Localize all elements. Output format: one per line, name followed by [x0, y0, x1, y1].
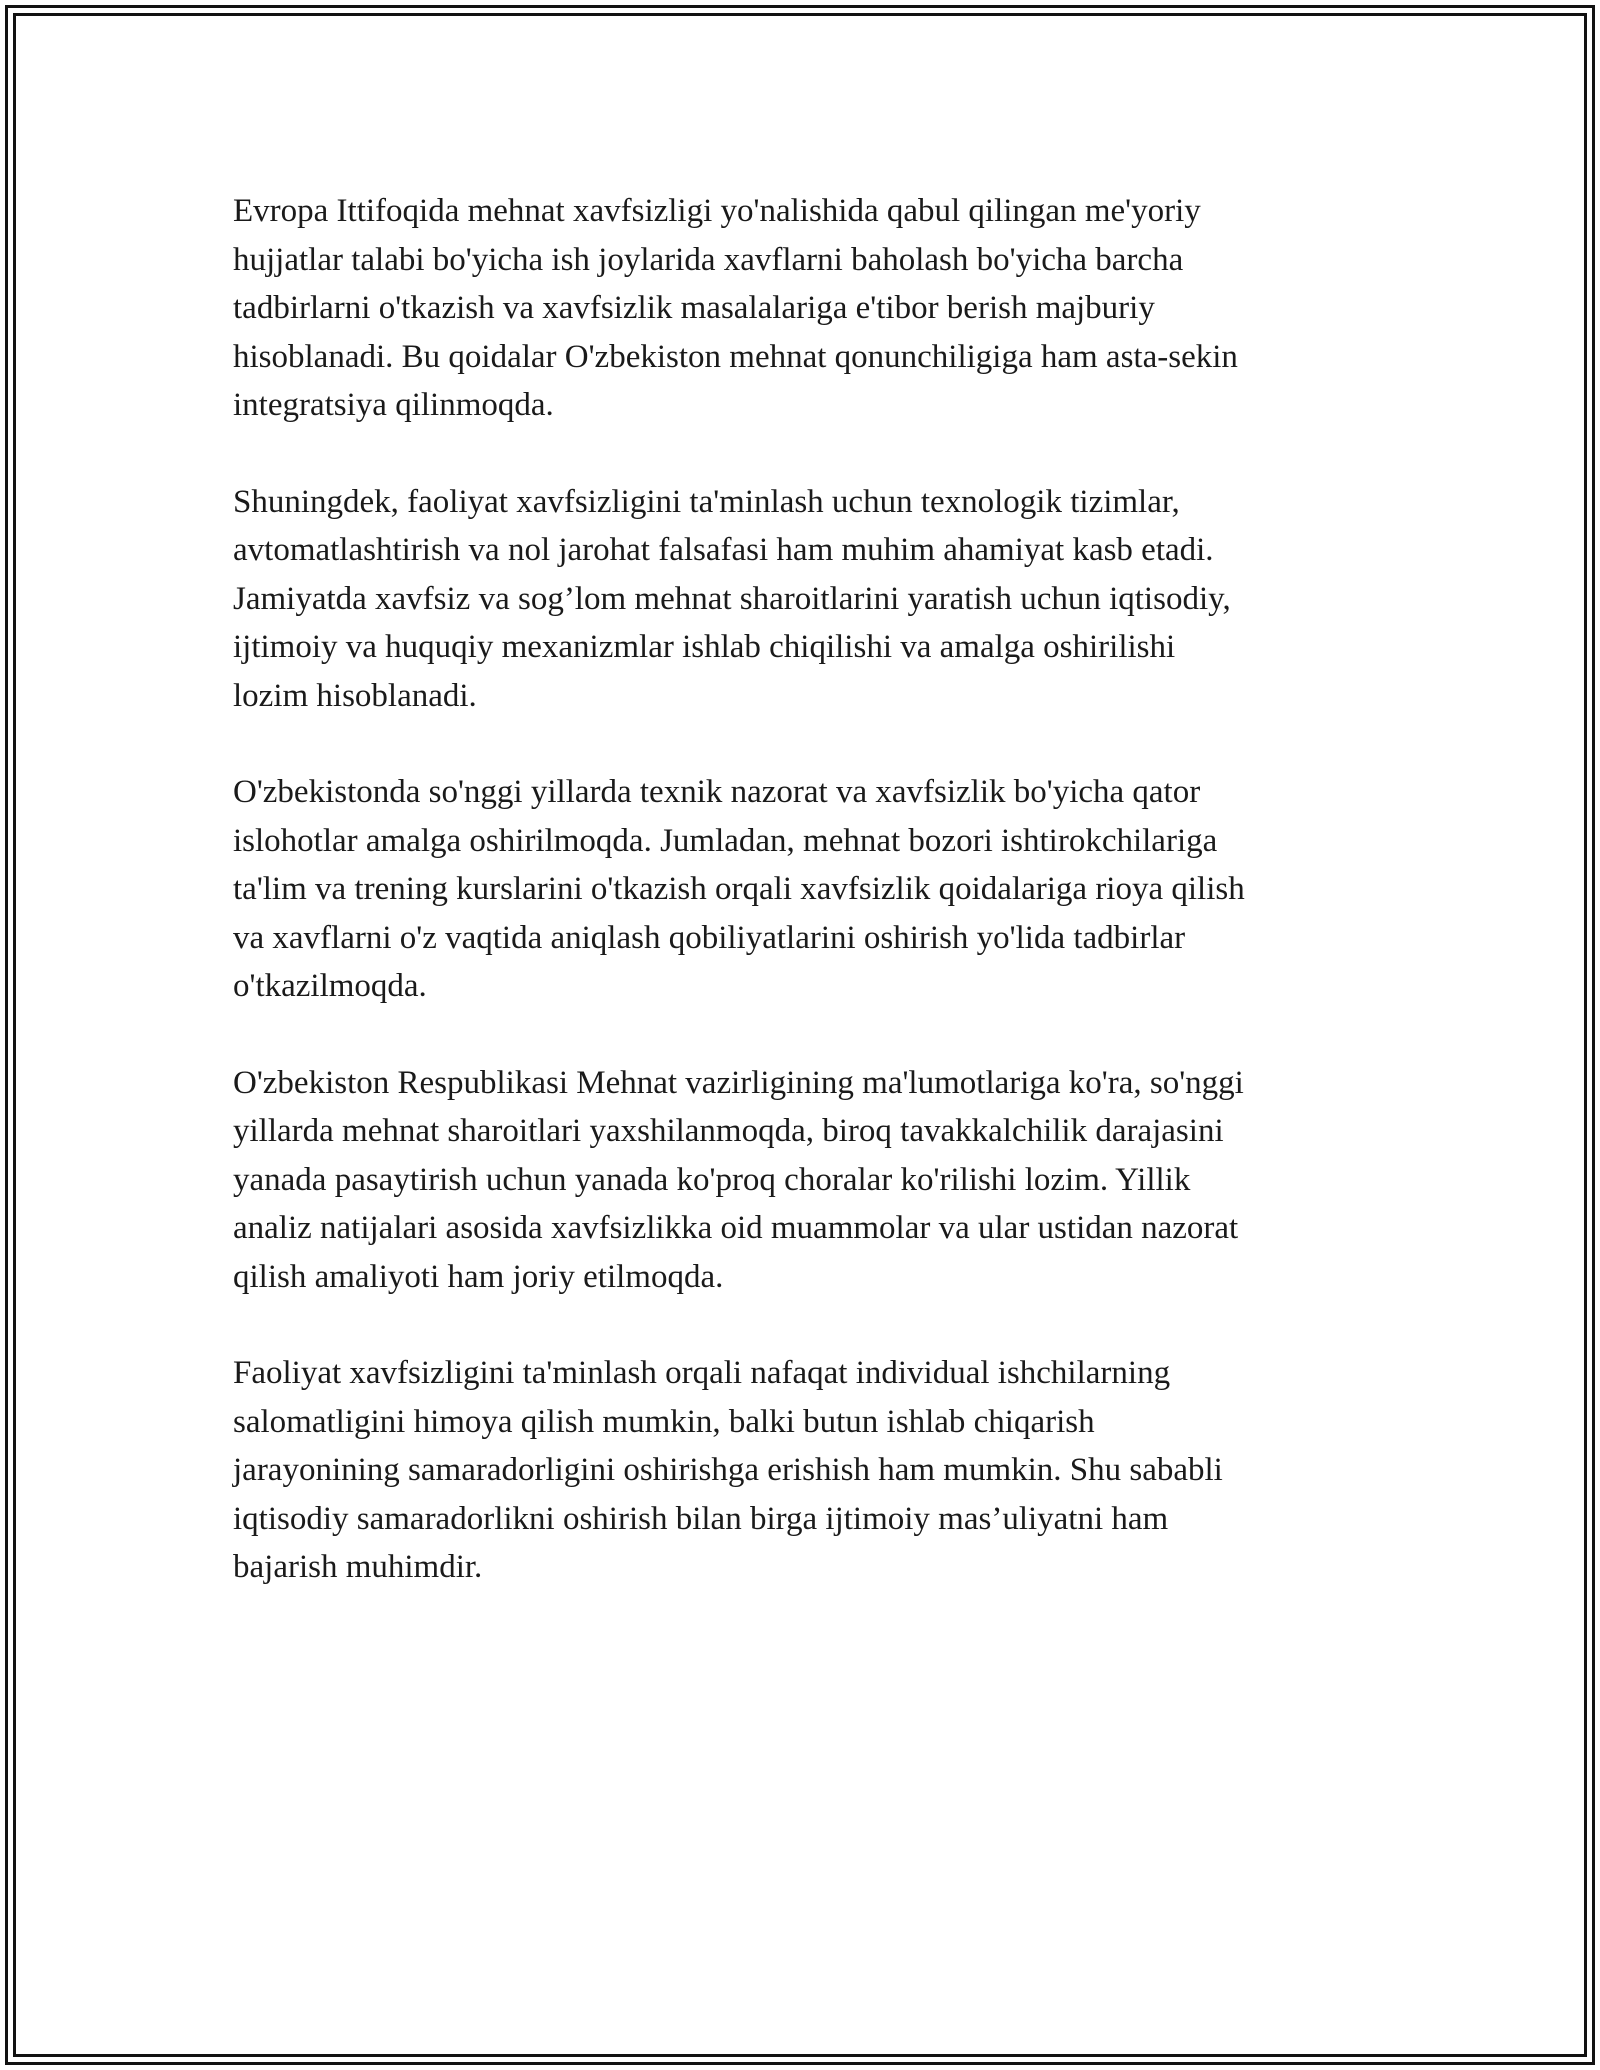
paragraph-uzbekistan-reforms: O'zbekistonda so'nggi yillarda texnik nazorat va xavfsizlik bo'yicha qator islohotlar amalga oshirilmoqda. Jumladan, mehnat bozori ishtirokchilariga ta'lim va trening kurslarini o'tkazish orqali xavfsizlik qoidalariga rioya qilish va xavflarni o'z vaqtida aniqlash qobiliyatlarini oshirish yo'lida tadbirlar o'tkazilmoqda.	[233, 774, 1245, 1004]
document-body	[233, 187, 1363, 1640]
paragraph-eu-regulations: Evropa Ittifoqida mehnat xavfsizligi yo'nalishida qabul qilingan me'yoriy hujjatlar talabi bo'yicha ish joylarida xavflarni baholash bo'yicha barcha tadbirlarni o'tkazish va xavfsizlik masalalariga e'tibor berish majburiy hisoblanadi. Bu qoidalar O'zbekiston mehnat qonunchiligiga ham asta-sekin integratsiya qilinmoqda.	[233, 193, 1238, 423]
paragraph-technological-systems: Shuningdek, faoliyat xavfsizligini ta'minlash uchun texnologik tizimlar, avtomatlashtirish va nol jarohat falsafasi ham muhim ahamiyat kasb etadi. Jamiyatda xavfsiz va sog’lom mehnat sharoitlarini yaratish uchun iqtisodiy, ijtimoiy va huquqiy mexanizmlar ishlab chiqilishi va amalga oshirilishi lozim hisoblanadi.	[233, 483, 1231, 714]
paragraph-ministry-data: O'zbekiston Respublikasi Mehnat vazirligining ma'lumotlariga ko'ra, so'nggi yillarda mehnat sharoitlari yaxshilanmoqda, biroq tavakkalchilik darajasini yanada pasaytirish uchun yanada ko'proq choralar ko'rilishi lozim. Yillik analiz natijalari asosida xavfsizlikka oid muammolar va ular ustidan nazorat qilish amaliyoti ham joriy etilmoqda.	[233, 1064, 1244, 1295]
paragraph-worker-safety: Faoliyat xavfsizligini ta'minlash orqali nafaqat individual ishchilarning salomatligini himoya qilish mumkin, balki butun ishlab chiqarish jarayonining samaradorligini oshirishga erishish ham mumkin. Shu sababli iqtisodiy samaradorlikni oshirish bilan birga ijtimoiy mas’uliyatni ham bajarish muhimdir.	[233, 1355, 1223, 1585]
